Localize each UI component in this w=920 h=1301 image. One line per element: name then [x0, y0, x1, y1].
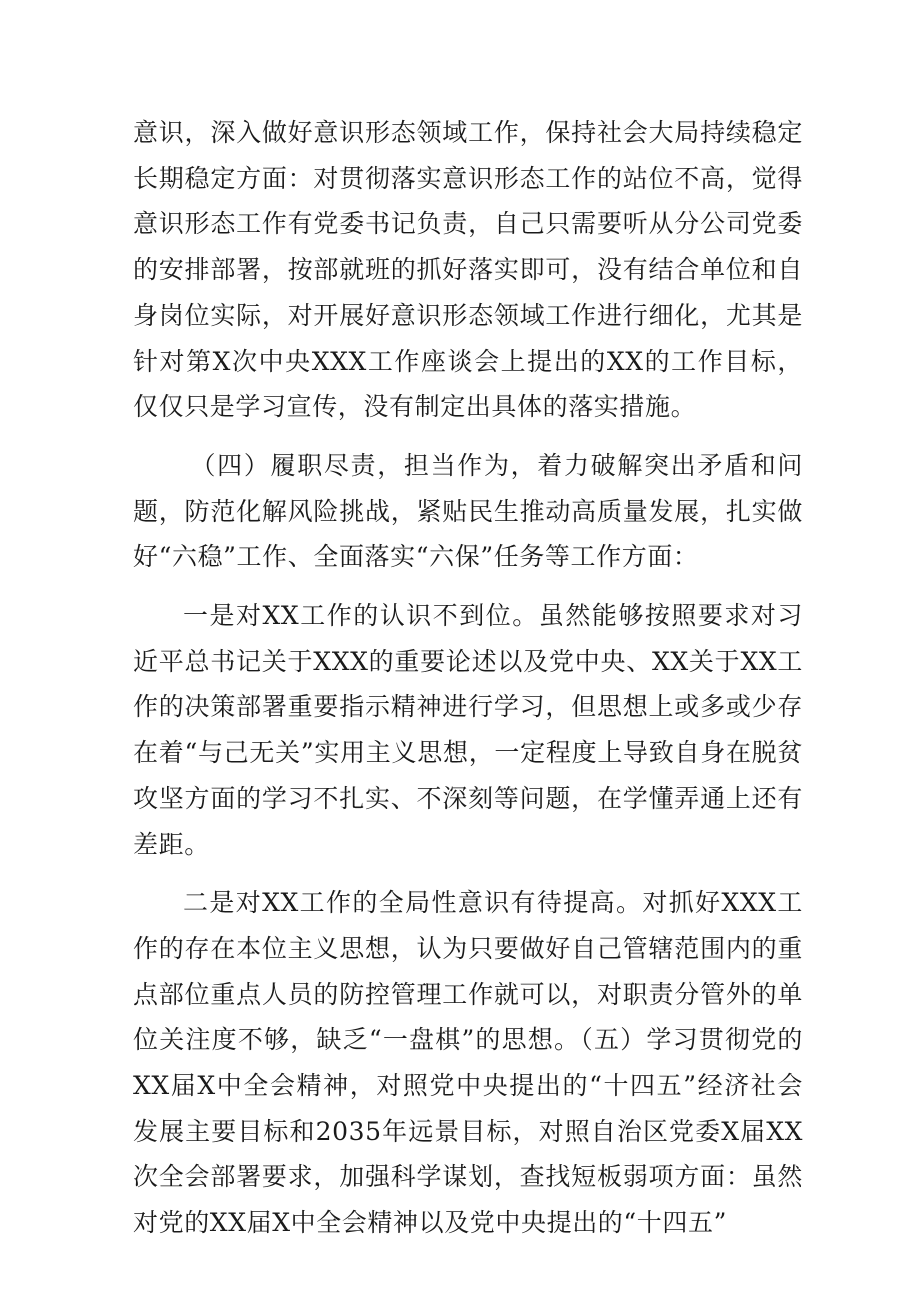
document-body [133, 110, 803, 1259]
paragraph-section-four-heading: （四）履职尽责，担当作为，着力破解突出矛盾和问题，防范化解风险挑战，紧贴民生推动高质量发展，扎实做好“六稳”工作、全面落实“六保”任务等工作方面： [133, 450, 803, 572]
paragraph-ideology: 意识，深入做好意识形态领域工作，保持社会大局持续稳定长期稳定方面：对贯彻落实意识形态工作的站位不高，觉得意识形态工作有党委书记负责，自己只需要听从分公司党委的安排部署，按部就班的抓好落实即可，没有结合单位和自身岗位实际，对开展好意识形态领域工作进行细化，尤其是针对第X次中央XXX工作座谈会上提出的XX的工作目标，仅仅只是学习宣传，没有制定出具体的落实措施。 [133, 118, 803, 422]
paragraph-point-two: 二是对XX工作的全局性意识有待提高。对抓好XXX工作的存在本位主义思想，认为只要做好自己管辖范围内的重点部位重点人员的防控管理工作就可以，对职责分管外的单位关注度不够，缺乏“一盘棋”的思想。（五）学习贯彻党的XX届X中全会精神，对照党中央提出的“十四五”经济社会发展主要目标和2035年远景目标，对照自治区党委X届XX次全会部署要求，加强科学谋划，查找短板弱项方面：虽然对党的XX届X中全会精神以及党中央提出的“十四五” [133, 888, 803, 1238]
paragraph-point-one: 一是对XX工作的认识不到位。虽然能够按照要求对习近平总书记关于XXX的重要论述以及党中央、XX关于XX工作的决策部署重要指示精神进行学习，但思想上或多或少存在着“与己无关”实用主义思想，一定程度上导致自身在脱贫攻坚方面的学习不扎实、不深刻等问题，在学懂弄通上还有差距。 [133, 601, 803, 859]
